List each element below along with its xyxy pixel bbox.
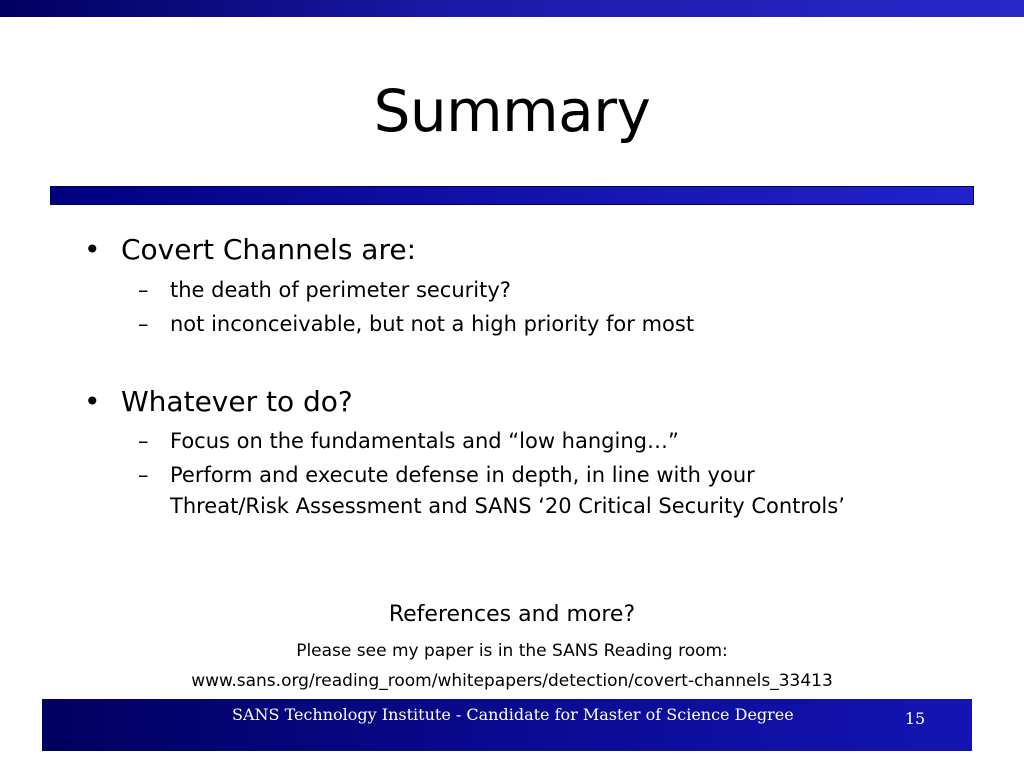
references-heading: References and more?	[388, 602, 636, 627]
bullet-dot-icon: •	[84, 385, 101, 418]
page-number: 15	[904, 709, 926, 728]
subitem-focus-fundamentals: Focus on the fundamentals and “low hanging…”	[170, 429, 679, 453]
subitem-defense-in-depth: Perform and execute defense in depth, in line with your	[170, 463, 755, 487]
bullet-covert-channels: Covert Channels are:	[121, 233, 417, 266]
sub-dash-icon: –	[138, 278, 149, 302]
sub-dash-icon: –	[138, 463, 149, 487]
footer-institute-text: SANS Technology Institute - Candidate for Master of Science Degree	[232, 705, 794, 724]
subitem-death-of-perimeter: the death of perimeter security?	[170, 278, 511, 302]
references-url-link[interactable]: www.sans.org/reading_room/whitepapers/detection/covert-channels_33413	[191, 671, 833, 691]
sub-dash-icon: –	[138, 429, 149, 453]
footer-bar	[42, 699, 972, 751]
bullet-whatever-to-do: Whatever to do?	[121, 385, 353, 418]
subitem-not-inconceivable: not inconceivable, but not a high priority for most	[170, 312, 695, 336]
slide-title: Summary	[373, 77, 651, 145]
bullet-dot-icon: •	[84, 233, 101, 266]
sub-dash-icon: –	[138, 312, 149, 336]
references-note: Please see my paper is in the SANS Reading room:	[296, 641, 728, 661]
subitem-defense-in-depth-cont: Threat/Risk Assessment and SANS ‘20 Critical Security Controls’	[170, 494, 845, 518]
